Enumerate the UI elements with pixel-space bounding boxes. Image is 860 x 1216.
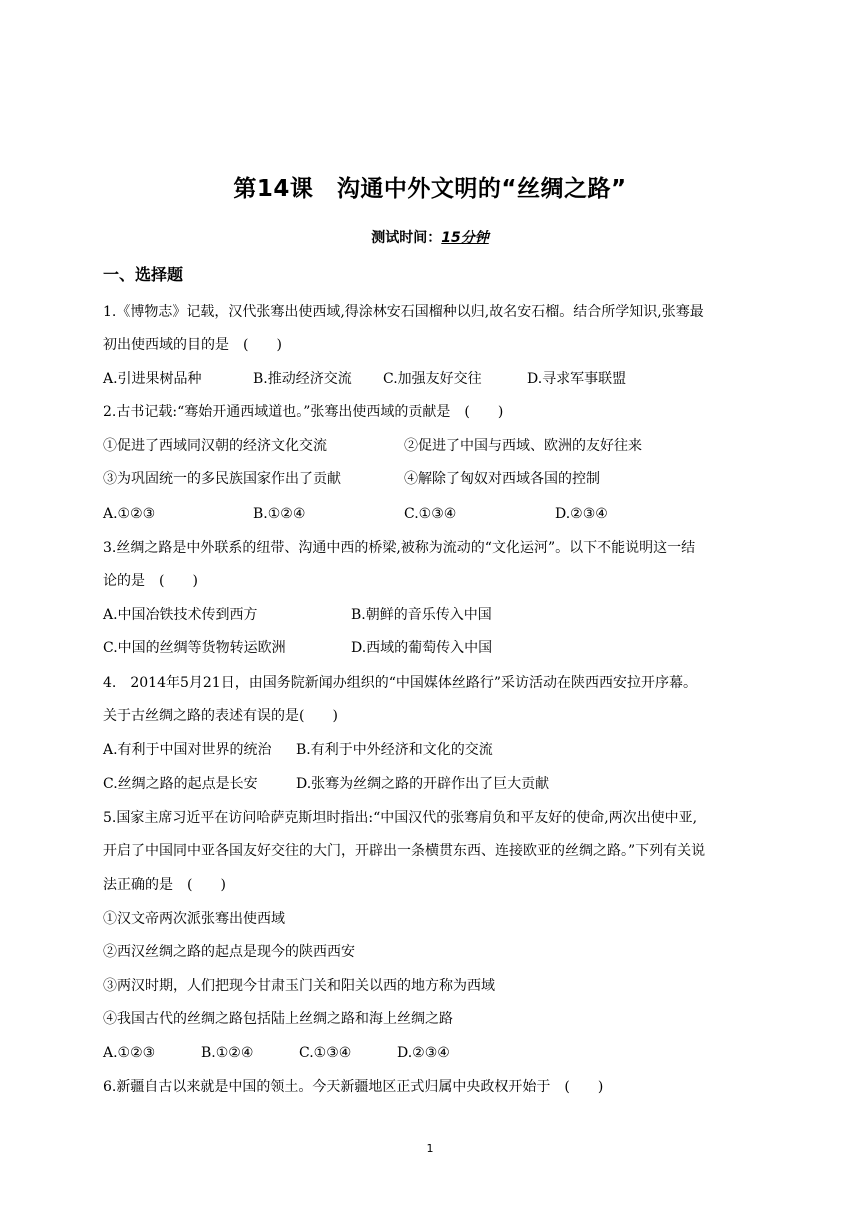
- test-time-value: 15分钟: [441, 230, 489, 246]
- q4-option-b: B.有利于中外经济和文化的交流: [296, 742, 493, 758]
- q2-statement-4: ④解除了匈奴对西域各国的控制: [404, 471, 600, 487]
- q4-option-d: D.张骞为丝绸之路的开辟作出了巨大贡献: [296, 776, 550, 792]
- q5-option-c: C.①③④: [299, 1045, 352, 1061]
- q2-option-d: D.②③④: [555, 506, 608, 522]
- q3-option-d: D.西域的葡萄传入中国: [351, 640, 493, 656]
- q2-statement-1: ①促进了西域同汉朝的经济文化交流: [103, 438, 327, 454]
- q5-statement-2: ②西汉丝绸之路的起点是现今的陕西西安: [103, 944, 355, 960]
- q5-stem-line-2: 开启了中国同中亚各国友好交往的大门，开辟出一条横贯东西、连接欧亚的丝绸之路。”下列有关说: [103, 843, 706, 859]
- q4-option-c: C.丝绸之路的起点是长安: [103, 776, 258, 792]
- q5-option-a: A.①②③: [103, 1045, 156, 1061]
- q2-stem: 2.古书记载:“骞始开通西域道也。”张骞出使西域的贡献是 ( ): [103, 404, 504, 420]
- q1-stem-line-1: 1.《博物志》记载，汉代张骞出使西域,得涂林安石国榴种以归,故名安石榴。结合所学知识,张骞最: [103, 304, 704, 320]
- test-time-label: 测试时间：: [371, 230, 442, 246]
- q4-stem-line-2: 关于古丝绸之路的表述有误的是( ): [103, 708, 338, 724]
- page-title: 第14课 沟通中外文明的“丝绸之路”: [233, 176, 627, 202]
- q3-stem-line-2: 论的是 ( ): [103, 573, 198, 589]
- q3-option-c: C.中国的丝绸等货物转运欧洲: [103, 640, 286, 656]
- q4-option-a: A.有利于中国对世界的统治: [103, 742, 272, 758]
- q4-stem-line-1: 4. 2014年5月21日，由国务院新闻办组织的“中国媒体丝路行”采访活动在陕西西安拉开序幕。: [103, 675, 698, 691]
- q2-statement-2: ②促进了中国与西域、欧洲的友好往来: [404, 438, 642, 454]
- q5-statement-4: ④我国古代的丝绸之路包括陆上丝绸之路和海上丝绸之路: [103, 1011, 453, 1027]
- q1-stem-line-2: 初出使西域的目的是 ( ): [103, 337, 282, 353]
- q3-option-a: A.中国冶铁技术传到西方: [103, 607, 258, 623]
- page-number: 1: [426, 1142, 434, 1155]
- q2-option-a: A.①②③: [103, 506, 156, 522]
- q3-stem-line-1: 3.丝绸之路是中外联系的纽带、沟通中西的桥梁,被称为流动的“文化运河”。以下不能说明这一结: [103, 540, 696, 556]
- q1-option-b: B.推动经济交流: [253, 371, 352, 387]
- q5-stem-line-1: 5.国家主席习近平在访问哈萨克斯坦时指出:“中国汉代的张骞肩负和平友好的使命,两次出使中亚,: [103, 810, 698, 826]
- q3-option-b: B.朝鲜的音乐传入中国: [351, 607, 492, 623]
- q6-stem: 6.新疆自古以来就是中国的领土。今天新疆地区正式归属中央政权开始于 ( ): [103, 1079, 604, 1095]
- q1-option-a: A.引进果树品种: [103, 371, 202, 387]
- test-time: [0, 227, 860, 247]
- q2-option-b: B.①②④: [253, 506, 306, 522]
- q5-stem-line-3: 法正确的是 ( ): [103, 877, 226, 893]
- q1-option-d: D.寻求军事联盟: [527, 371, 627, 387]
- q2-option-c: C.①③④: [404, 506, 457, 522]
- q5-statement-3: ③两汉时期，人们把现今甘肃玉门关和阳关以西的地方称为西域: [103, 978, 495, 994]
- q5-statement-1: ①汉文帝两次派张骞出使西域: [103, 911, 285, 927]
- q5-option-b: B.①②④: [201, 1045, 254, 1061]
- q5-option-d: D.②③④: [397, 1045, 450, 1061]
- q2-statement-3: ③为巩固统一的多民族国家作出了贡献: [103, 471, 341, 487]
- section-heading: 一、选择题: [103, 265, 184, 284]
- q1-option-c: C.加强友好交往: [383, 371, 482, 387]
